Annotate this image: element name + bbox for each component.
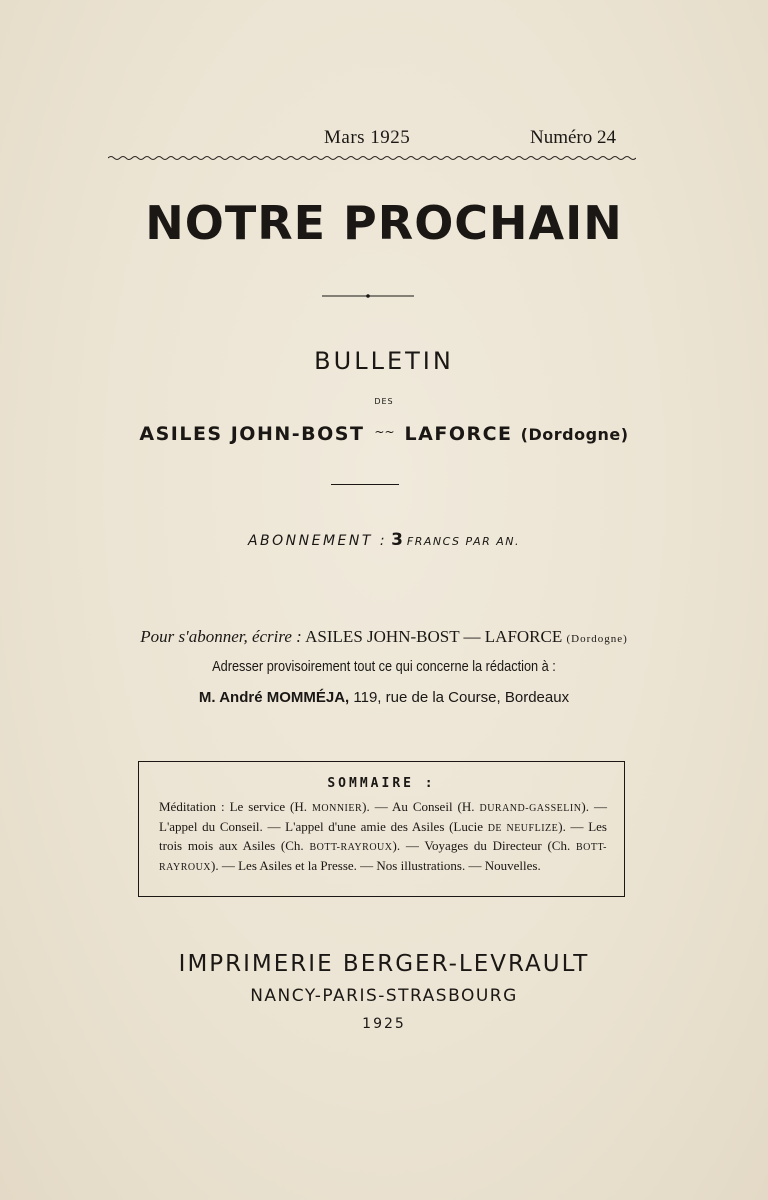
wavy-rule-divider: [108, 154, 636, 162]
editorial-contact-note: Adresser provisoirement tout ce qui concerne la rédaction à :: [212, 658, 556, 675]
editor-name: M. André MOMMÉJA,: [198, 689, 350, 706]
toc-title: SOMMAIRE :: [327, 776, 436, 791]
toc-body: Méditation : Le service (H. MONNIER). — Au Conseil (H. DURAND-GASSELIN). — L'appel du Conseil. — L'appel d'une amie des Asiles (Lucie DE NEUFLIZE). — Les trois mois aux Asiles (Ch. BOTT-RAYROUX). — Voyages du Directeur (Ch. BOTT-RAYROUX). — Les Asiles et la Presse. — Nos illustrations. — Nouvelles.: [159, 799, 607, 873]
location-name: LAFORCE: [404, 423, 513, 445]
author-name: BOTT-RAYROUX: [309, 842, 393, 854]
subscribe-region: (Dordogne): [566, 633, 628, 645]
author-name: DE NEUFLIZE: [487, 822, 559, 834]
region-name: (Dordogne): [520, 425, 629, 444]
editor-address: 119, rue de la Course, Bordeaux: [353, 689, 570, 706]
separator-mark: ~~: [374, 425, 395, 439]
author-name: DURAND-GASSELIN: [479, 803, 582, 814]
institution-name: ASILES JOHN-BOST: [139, 423, 365, 445]
subscribe-instructions: [0, 627, 768, 647]
issue-date: Mars 1925: [324, 127, 411, 148]
issue-header: [110, 127, 630, 151]
institution-line: [0, 423, 768, 445]
subscription-amount: 3: [391, 530, 403, 550]
subscription-unit: FRANCS PAR AN.: [406, 535, 521, 548]
printer-year: 1925: [362, 1016, 406, 1032]
journal-title: NOTRE PROCHAIN: [145, 196, 623, 250]
des-label: DES: [374, 397, 394, 406]
issue-number: Numéro 24: [530, 127, 617, 148]
printer-name: IMPRIMERIE BERGER-LEVRAULT: [178, 951, 590, 977]
author-name: MONNIER: [312, 803, 363, 814]
subscription-line: [0, 530, 768, 550]
editor-contact: [0, 689, 768, 706]
bulletin-heading: BULLETIN: [314, 347, 454, 375]
subscribe-label: Pour s'abonner, écrire :: [140, 627, 302, 646]
short-rule-divider: [331, 484, 399, 485]
ornament-divider: [322, 293, 414, 299]
author-name: BOTT-RAYROUX: [159, 842, 607, 873]
subscription-label: ABONNEMENT :: [247, 533, 388, 549]
subscribe-address: ASILES JOHN-BOST — LAFORCE: [305, 627, 563, 646]
printer-cities: NANCY-PARIS-STRASBOURG: [250, 986, 518, 1006]
table-of-contents-box: [138, 761, 625, 897]
